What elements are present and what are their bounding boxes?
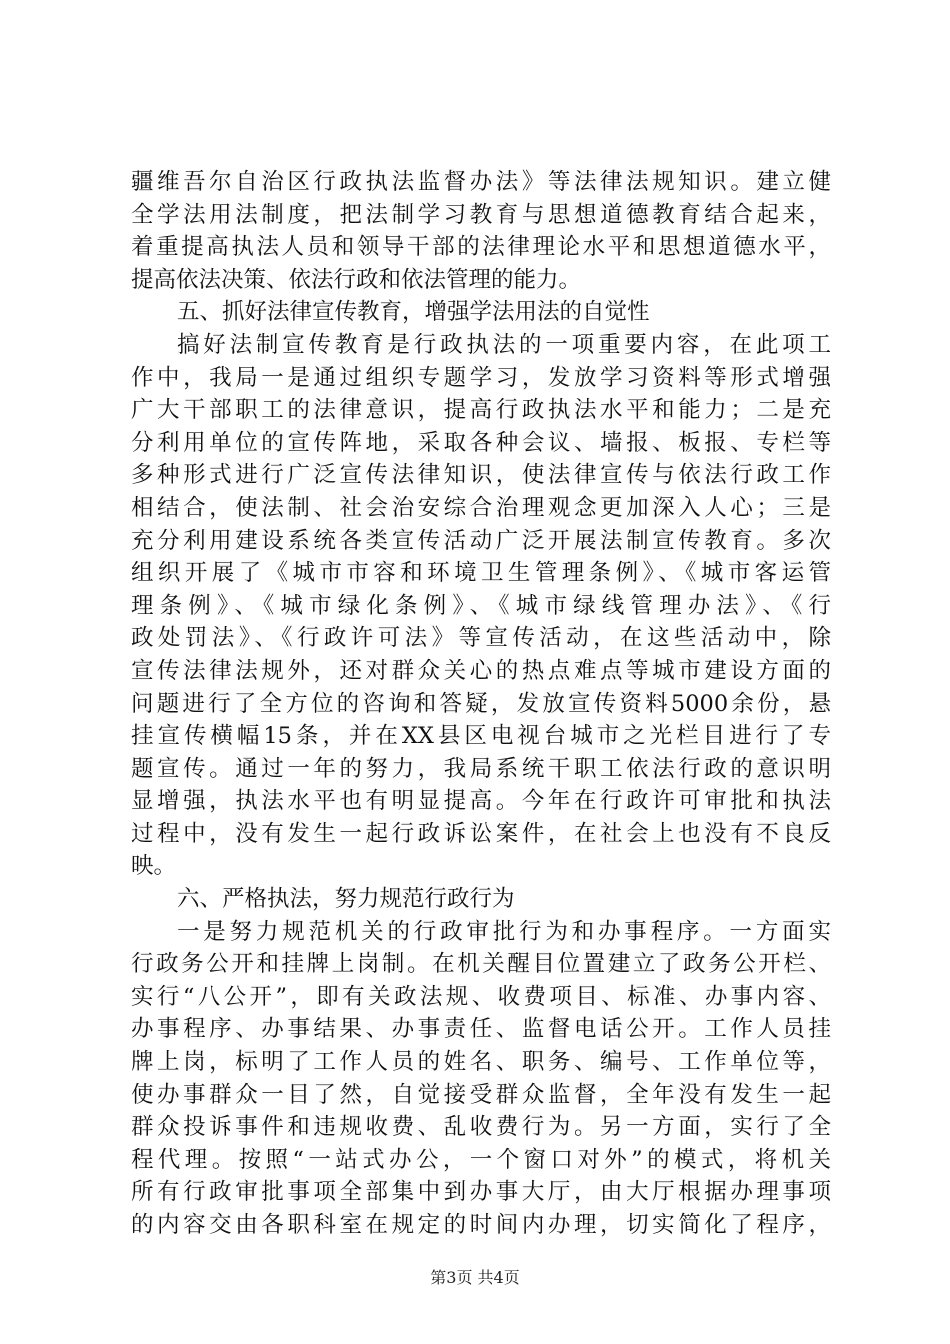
text-line: 多种形式进行广泛宣传法律知识，使法律宣传与依法行政工作 bbox=[131, 462, 831, 489]
text-line: 五、抓好法律宣传教育，增强学法用法的自觉性 bbox=[177, 299, 650, 326]
text-line: 提高依法决策、依法行政和依法管理的能力。 bbox=[131, 266, 582, 293]
page-footer: 第3页 共4页 bbox=[430, 1268, 520, 1287]
text-line: 程代理。按照“一站式办公，一个窗口对外”的模式，将机关 bbox=[131, 1146, 831, 1173]
text-line: 搞好法制宣传教育是行政执法的一项重要内容，在此项工 bbox=[177, 331, 831, 358]
text-line: 六、严格执法，努力规范行政行为 bbox=[177, 886, 515, 913]
text-line: 牌上岗，标明了工作人员的姓名、职务、编号、工作单位等， bbox=[131, 1049, 831, 1076]
text-line: 着重提高执法人员和领导干部的法律理论水平和思想道德水平， bbox=[131, 234, 831, 261]
text-line: 分利用单位的宣传阵地，采取各种会议、墙报、板报、专栏等 bbox=[131, 429, 831, 456]
text-line: 组织开展了《城市市容和环境卫生管理条例》、《城市客运管 bbox=[131, 560, 831, 587]
text-line: 疆维吾尔自治区行政执法监督办法》等法律法规知识。建立健 bbox=[131, 169, 831, 195]
text-line: 广大干部职工的法律意识，提高行政执法水平和能力；二是充 bbox=[131, 397, 831, 424]
text-line: 办事程序、办事结果、办事责任、监督电话公开。工作人员挂 bbox=[131, 1016, 831, 1043]
text-line: 行政务公开和挂牌上岗制。在机关醒目位置建立了政务公开栏、 bbox=[131, 951, 831, 978]
text-line: 宣传法律法规外，还对群众关心的热点难点等城市建设方面的 bbox=[131, 657, 831, 684]
text-line: 理条例》、《城市绿化条例》、《城市绿线管理办法》、《行 bbox=[131, 592, 831, 619]
text-line: 实行“八公开”，即有关政法规、收费项目、标准、办事内容、 bbox=[131, 983, 831, 1010]
text-line: 政处罚法》、《行政许可法》等宣传活动，在这些活动中，除 bbox=[131, 625, 831, 652]
text-line: 映。 bbox=[131, 853, 177, 880]
text-line: 的内容交由各职科室在规定的时间内办理，切实简化了程序， bbox=[131, 1212, 831, 1238]
text-line: 题宣传。通过一年的努力，我局系统干职工依法行政的意识明 bbox=[131, 755, 831, 782]
text-line: 过程中，没有发生一起行政诉讼案件，在社会上也没有不良反 bbox=[131, 820, 831, 847]
text-line: 一是努力规范机关的行政审批行为和办事程序。一方面实 bbox=[177, 918, 831, 945]
text-line: 充分利用建设系统各类宣传活动广泛开展法制宣传教育。多次 bbox=[131, 527, 831, 554]
text-line: 使办事群众一目了然，自觉接受群众监督，全年没有发生一起 bbox=[131, 1081, 831, 1108]
text-line: 所有行政审批事项全部集中到办事大厅，由大厅根据办理事项 bbox=[131, 1179, 831, 1206]
text-line: 相结合，使法制、社会治安综合治理观念更加深入人心；三是 bbox=[131, 494, 831, 521]
text-line: 群众投诉事件和违规收费、乱收费行为。另一方面，实行了全 bbox=[131, 1114, 831, 1141]
text-line: 挂宣传横幅15条，并在XX县区电视台城市之光栏目进行了专 bbox=[131, 723, 831, 750]
text-line: 问题进行了全方位的咨询和答疑，发放宣传资料5000余份，悬 bbox=[131, 690, 831, 717]
text-line: 全学法用法制度，把法制学习教育与思想道德教育结合起来， bbox=[131, 201, 831, 228]
body-text bbox=[131, 166, 831, 1242]
text-line: 作中，我局一是通过组织专题学习，发放学习资料等形式增强 bbox=[131, 364, 831, 391]
text-line: 显增强，执法水平也有明显提高。今年在行政许可审批和执法 bbox=[131, 788, 831, 815]
